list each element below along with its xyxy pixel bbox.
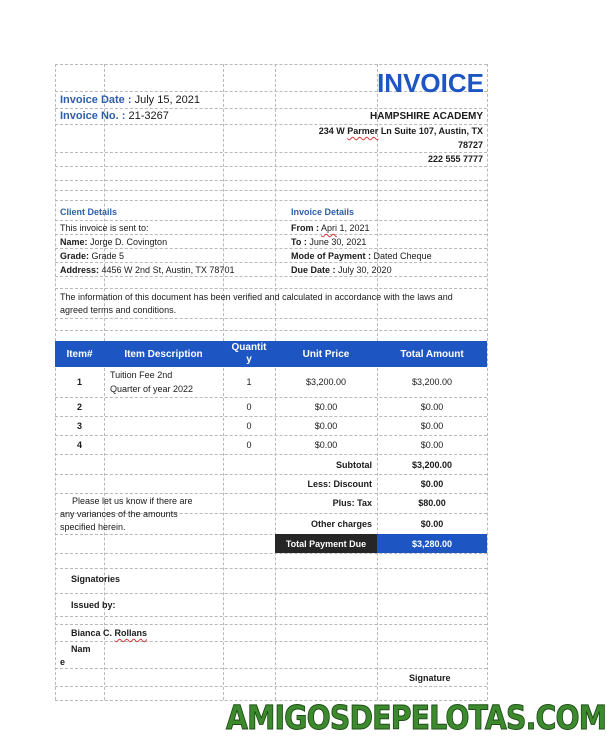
site-watermark: AMIGOSDEPELOTAS.COM: [226, 698, 606, 737]
company-address-line2: 78727: [457, 140, 483, 150]
subtotal-value: $3,200.00: [411, 460, 453, 470]
grid-line: [55, 190, 487, 191]
row-item: 1: [76, 377, 82, 387]
other-charges-label: Other charges: [310, 519, 372, 529]
grid-line: [55, 454, 487, 455]
row-total: $0.00: [420, 440, 444, 450]
grid-line: [55, 553, 487, 554]
grid-line: [55, 108, 487, 109]
row-total: $0.00: [420, 402, 444, 412]
grid-line: [55, 397, 487, 398]
issuer-name: [71, 628, 147, 638]
grid-line: [55, 200, 487, 201]
notice-line-1: The information of this document has been verified and calculated in accordance with the laws and: [60, 292, 453, 302]
grid-line: [55, 288, 487, 289]
row-unit-price: $0.00: [314, 402, 338, 412]
grid-line: [55, 624, 487, 625]
grid-line: [55, 220, 487, 221]
to-label: To :: [291, 237, 307, 247]
row-total: $3,200.00: [411, 377, 453, 387]
column-header-unit-price: Unit Price: [302, 349, 350, 360]
client-name: [60, 237, 167, 247]
from-label: From :: [291, 223, 319, 233]
grid-line: [487, 64, 488, 700]
client-address-value: 4456 W 2nd St, Austin, TX 78701: [101, 265, 235, 275]
other-charges-value: $0.00: [420, 519, 444, 529]
client-address-label: Address:: [60, 265, 100, 275]
grid-line: [55, 493, 487, 494]
company-address-line1: [280, 126, 483, 136]
subtotal-label: Subtotal: [336, 460, 372, 470]
issuer-name-part: Bianca C.: [71, 628, 115, 638]
variance-note-line-2: any variances of the amounts: [60, 509, 178, 519]
to-value: June 30, 2021: [309, 237, 367, 247]
discount-label: Less: Discount: [307, 479, 372, 489]
discount-value: $0.00: [420, 479, 444, 489]
due-date: [291, 265, 392, 275]
invoice-date: [60, 94, 200, 106]
notice-line-2: agreed terms and conditions.: [60, 305, 177, 315]
grid-line: [55, 262, 487, 263]
total-due-value: $3,280.00: [411, 539, 453, 549]
client-grade-value: Grade 5: [91, 251, 125, 261]
signatories-heading: Signatories: [71, 574, 121, 584]
tax-value: $80.00: [418, 498, 446, 508]
quantity-header-line-2: y: [246, 354, 252, 365]
row-quantity: 0: [246, 440, 252, 450]
row-unit-price: $0.00: [314, 421, 338, 431]
grid-line: [55, 64, 487, 65]
invoice-to: [291, 237, 366, 247]
row-quantity: 0: [246, 421, 252, 431]
invoice-number-label: Invoice No. :: [60, 110, 126, 122]
grid-line: [55, 474, 487, 475]
grid-line: [55, 330, 487, 331]
grid-line: [55, 641, 487, 642]
invoice-number: [60, 110, 169, 122]
signature-label: Signature: [409, 673, 451, 683]
name-label-line-1: Nam: [71, 644, 91, 654]
column-header-total: Total Amount: [400, 349, 464, 360]
row-item: 3: [76, 421, 82, 431]
client-grade: [60, 251, 124, 261]
payment-mode: [291, 251, 432, 261]
quantity-header-line-1: Quantit: [231, 342, 267, 353]
tax-label: Plus: Tax: [332, 498, 372, 508]
row-unit-price: $3,200.00: [305, 377, 347, 387]
grid-line: [55, 686, 487, 687]
grid-line: [55, 593, 487, 594]
grid-line: [55, 152, 487, 153]
column-header-description: Item Description: [124, 349, 203, 360]
address-misspelled-word: Parmer: [347, 126, 379, 136]
client-address: [60, 265, 234, 275]
issuer-name-misspelled: Rollans: [114, 628, 148, 638]
address-part: 234 W: [318, 126, 348, 136]
invoice-title: INVOICE: [377, 68, 484, 98]
row-quantity: 0: [246, 402, 252, 412]
invoice-date-label: Invoice Date :: [60, 94, 132, 106]
grid-line: [55, 318, 487, 319]
client-grade-label: Grade:: [60, 251, 90, 261]
company-phone: 222 555 7777: [427, 154, 483, 164]
grid-line: [55, 124, 487, 125]
invoice-details-heading: Invoice Details: [291, 207, 355, 217]
client-sent-to: This invoice is sent to:: [60, 223, 149, 233]
name-label-line-2: e: [60, 657, 66, 667]
grid-line: [55, 234, 487, 235]
issued-by-label: Issued by:: [71, 600, 116, 610]
due-date-value: July 30, 2020: [338, 265, 392, 275]
company-name: HAMPSHIRE ACADEMY: [370, 111, 483, 122]
grid-line: [55, 166, 487, 167]
row-item: 4: [76, 440, 82, 450]
from-misspelled-word: Apri: [321, 223, 338, 233]
from-value: 1, 2021: [337, 223, 370, 233]
row-item: 2: [76, 402, 82, 412]
grid-line: [55, 616, 487, 617]
variance-note-line-1: Please let us know if there are: [72, 496, 193, 506]
total-due-label: Total Payment Due: [285, 539, 367, 549]
client-name-value: Jorge D. Covington: [90, 237, 168, 247]
address-part: Ln Suite 107, Austin, TX: [378, 126, 483, 136]
column-header-quantity: [223, 342, 275, 366]
payment-mode-value: Dated Cheque: [373, 251, 432, 261]
row-description-line-2: Quarter of year 2022: [110, 384, 194, 394]
grid-line: [55, 668, 487, 669]
row-total: $0.00: [420, 421, 444, 431]
row-unit-price: $0.00: [314, 440, 338, 450]
grid-line: [55, 568, 487, 569]
grid-line: [55, 435, 487, 436]
grid-line: [55, 276, 487, 277]
grid-line: [55, 248, 487, 249]
grid-line: [55, 416, 487, 417]
row-description-line-1: Tuition Fee 2nd: [110, 370, 173, 380]
invoice-date-value: July 15, 2021: [134, 94, 201, 106]
column-header-item: Item#: [66, 349, 93, 360]
payment-mode-label: Mode of Payment :: [291, 251, 372, 261]
variance-note-line-3: specified herein.: [60, 522, 126, 532]
due-date-label: Due Date :: [291, 265, 336, 275]
client-details-heading: Client Details: [60, 207, 118, 217]
invoice-from: [291, 223, 370, 233]
client-name-label: Name:: [60, 237, 88, 247]
invoice-number-value: 21-3267: [128, 110, 169, 122]
row-quantity: 1: [246, 377, 252, 387]
grid-line: [55, 180, 487, 181]
